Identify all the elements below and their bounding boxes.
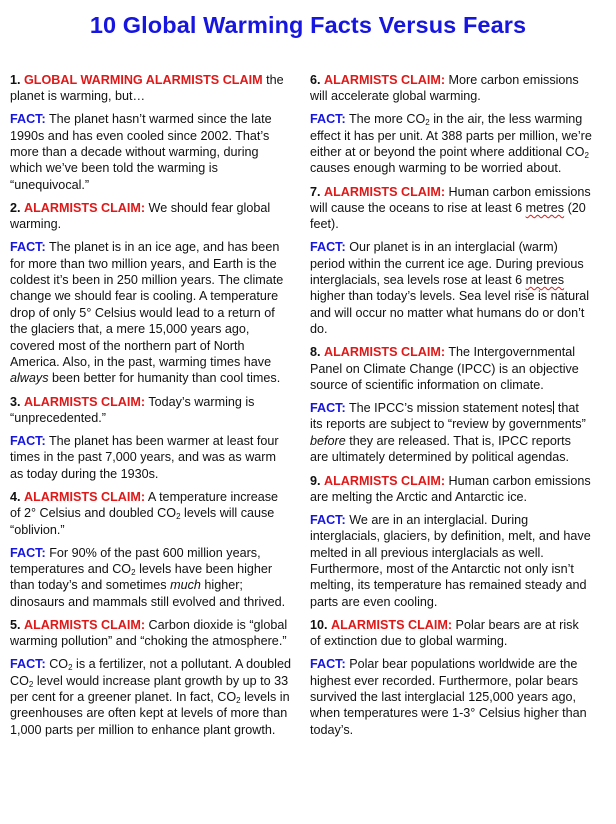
claim-label: ALARMISTS CLAIM:	[324, 473, 446, 488]
fact-8	[310, 400, 592, 466]
fact-text: higher; dinosaurs and mammals still evolved and thrived.	[10, 578, 286, 609]
subscript: 2	[176, 512, 181, 522]
claim-9	[310, 473, 592, 506]
claim-label: ALARMISTS CLAIM:	[24, 489, 146, 504]
fact-text: levels in greenhouses are often kept at levels of more than 1,000 parts per million to enhance plant growth.	[10, 689, 290, 737]
fact-label: FACT:	[10, 112, 46, 127]
spellcheck-word: metres	[525, 273, 565, 288]
fact-3	[10, 433, 292, 482]
claim-text: Polar bears are at risk of extinction due to global warming.	[310, 617, 579, 649]
fact-text: causes enough warming to be worried about.	[310, 161, 562, 176]
subscript: 2	[425, 118, 430, 128]
item-number: 6.	[310, 73, 321, 87]
claim-text: Today’s warming is “unprecedented.”	[10, 394, 255, 426]
claim-10	[310, 617, 592, 650]
claim-3	[10, 394, 292, 427]
item-number: 7.	[310, 184, 321, 199]
claim-label: ALARMISTS CLAIM:	[24, 201, 146, 216]
fact-text: CO	[49, 657, 69, 672]
fact-label: FACT:	[310, 401, 346, 416]
claim-text: More carbon emissions will accelerate global warming.	[310, 73, 579, 104]
right-column	[310, 72, 592, 745]
fact-label: FACT:	[10, 657, 46, 672]
claim-2	[10, 200, 292, 233]
fact-text: they are released. That is, IPCC reports are ultimately determined by political agendas.	[310, 433, 571, 465]
subscript: 2	[584, 151, 589, 161]
fact-5	[10, 656, 292, 738]
claim-text: Human carbon emissions will cause the oceans to rise at least 6	[310, 184, 591, 216]
fact-text: For 90% of the past 600 million years, temperatures and CO	[10, 545, 261, 576]
claim-6	[310, 72, 592, 105]
fact-4	[10, 545, 292, 611]
claim-text: Carbon dioxide is “global warming pollution” and “choking the atmosphere.”	[10, 617, 288, 649]
item-number: 3.	[10, 394, 21, 409]
claim-text: levels will cause “oblivion.”	[10, 506, 275, 537]
fact-text: in the air, the less warming effect it has per unit. At 388 parts per million, we’re either at or beyond the point where additional CO	[310, 112, 592, 160]
claim-text: (20 feet).	[310, 201, 586, 232]
fact-label: FACT:	[310, 112, 346, 127]
fact-label: FACT:	[10, 433, 46, 448]
fact-text: The planet hasn’t warmed since the late 1990s and has even cooled since 2002. That’s more than a decade without warming, during which we’ve been told the warming is “unequivocal.”	[10, 112, 272, 192]
item-number: 9.	[310, 473, 321, 488]
fact-label: FACT:	[310, 512, 346, 527]
spellcheck-word: metres	[525, 201, 565, 216]
fact-text: been better for humanity than cool times.	[52, 371, 281, 386]
fact-text: The planet has been warmer at least four times in the past 7,000 years, and was as warm as today during the 1930s.	[10, 433, 279, 481]
claim-label: GLOBAL WARMING ALARMISTS CLAIM	[24, 73, 263, 87]
item-number: 8.	[310, 345, 321, 360]
page-title: 10 Global Warming Facts Versus Fears	[89, 12, 527, 38]
fact-text: Our planet is in an interglacial (warm) period within the current ice age. During previous interglacials, sea levels rose at least 6	[310, 240, 584, 288]
fact-text: that its reports are subject to “review by governments”	[310, 401, 586, 432]
fact-text: higher than today’s levels. Sea level rise is natural and will occur no matter what humans do or don’t do.	[310, 289, 590, 337]
item-number: 1.	[10, 73, 21, 87]
claim-label: ALARMISTS CLAIM:	[324, 73, 446, 87]
claim-label: ALARMISTS CLAIM:	[24, 394, 146, 409]
fact-9	[310, 512, 592, 610]
claim-text: The Intergovernmental Panel on Climate Change (IPCC) is an objective source of scientific information on climate.	[310, 345, 579, 393]
fact-2	[10, 239, 292, 387]
claim-7	[310, 184, 592, 233]
claim-text: the planet is warming, but…	[10, 73, 284, 104]
fact-label: FACT:	[10, 240, 46, 255]
fact-7	[310, 239, 592, 337]
fact-6	[310, 111, 592, 177]
claim-text: A temperature increase of 2° Celsius and doubled CO	[10, 489, 279, 521]
claim-label: ALARMISTS CLAIM:	[24, 617, 146, 632]
claim-label: ALARMISTS CLAIM:	[331, 617, 453, 632]
fact-label: FACT:	[10, 545, 46, 560]
fact-1	[10, 111, 292, 193]
fact-10	[310, 656, 592, 738]
claim-5	[10, 617, 292, 650]
fact-emphasis: before	[310, 433, 346, 448]
subscript: 2	[68, 663, 73, 673]
fact-text: The planet is in an ice age, and has been for more than two million years, and Earth is the coldest it’s been in 250 million years. The climate change we should fear is cooling. A temperature drop of only 5° Celsius would lead to a return of the glaciers that, a mere 15,000 years ago, covered most of the northern part of North America. Also, in the past, warming times have	[10, 240, 284, 370]
subscript: 2	[236, 695, 241, 705]
fact-label: FACT:	[310, 657, 346, 672]
claim-label: ALARMISTS CLAIM:	[324, 345, 446, 360]
claim-4	[10, 489, 292, 538]
item-number: 4.	[10, 489, 21, 504]
text-cursor	[553, 401, 554, 414]
claim-text: Human carbon emissions are melting the Arctic and Antarctic ice.	[310, 473, 591, 504]
fact-text: is a fertilizer, not a pollutant. A doubled CO	[10, 657, 291, 688]
fact-text: levels have been higher than today’s and sometimes	[10, 561, 273, 593]
fact-text: The IPCC’s mission statement notes	[348, 401, 553, 416]
subscript: 2	[131, 567, 136, 577]
fact-text: We are in an interglacial. During interglacials, glaciers, by definition, melt, and have melted in all previous interglacials as well. Furthermore, most of the Antarctic not only isn’t melting, its temperature has remained steady and parts are even cooling.	[310, 512, 591, 609]
fact-text: Polar bear populations worldwide are the highest ever recorded. Furthermore, polar bears survived the last interglacial 125,000 years ago, when temperatures were 1-3° Celsius higher than today’s.	[310, 657, 587, 737]
claim-8	[310, 344, 592, 393]
fact-label: FACT:	[310, 240, 346, 255]
fact-emphasis: much	[170, 578, 201, 593]
fact-emphasis: always	[10, 371, 49, 386]
item-number: 10.	[310, 617, 328, 632]
claim-text: We should fear global warming.	[10, 201, 271, 232]
claim-label: ALARMISTS CLAIM:	[324, 184, 446, 199]
item-number: 5.	[10, 617, 21, 632]
fact-text: The more CO	[348, 112, 426, 127]
subscript: 2	[28, 679, 34, 689]
claim-1	[10, 72, 292, 105]
left-column	[10, 72, 292, 745]
item-number: 2.	[10, 201, 21, 216]
fact-text: level would increase plant growth by up to 33 per cent for a greener planet. In fact, CO	[10, 673, 289, 704]
